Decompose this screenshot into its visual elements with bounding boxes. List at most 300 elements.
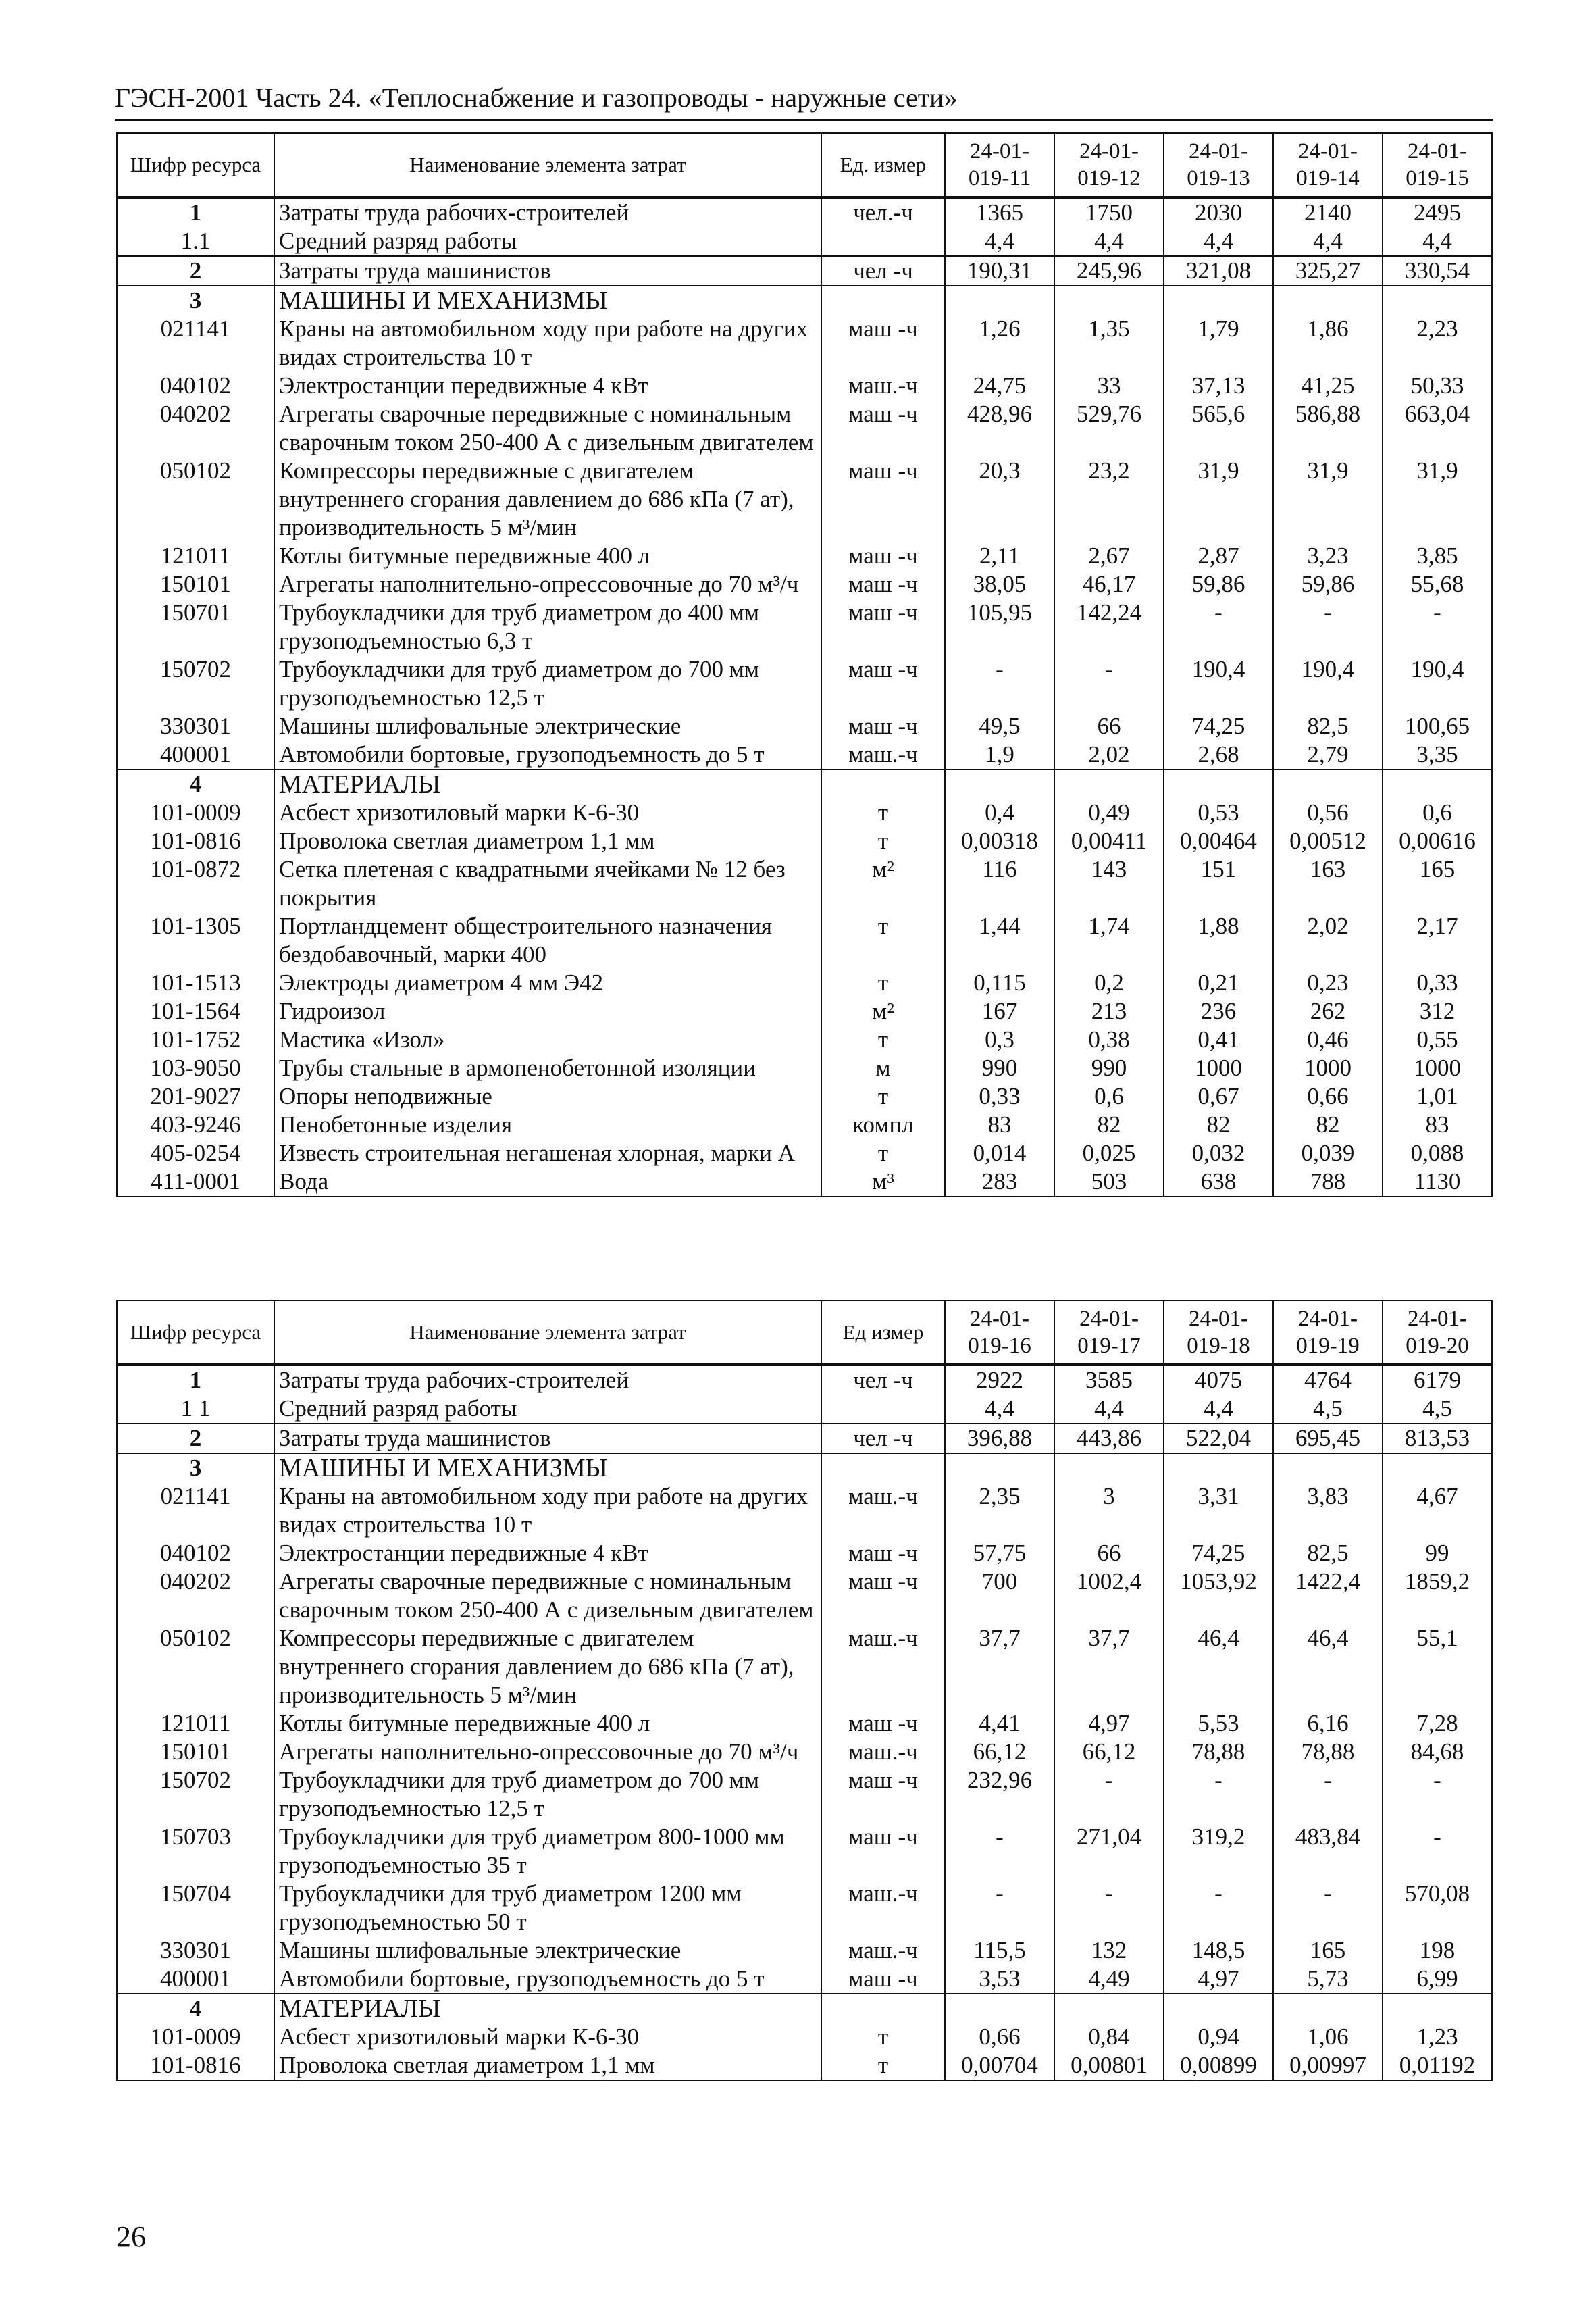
norm-value: 105,95 [945, 599, 1054, 655]
norm-value: 1,35 [1054, 315, 1164, 372]
norm-value [1054, 286, 1164, 315]
resource-code: 4 [117, 770, 274, 799]
norm-value: 2,02 [1054, 740, 1164, 770]
resource-name: Пенобетонные изделия [274, 1111, 821, 1139]
resource-code: 201-9027 [117, 1082, 274, 1111]
page-header-title: ГЭСН-2001 Часть 24. «Теплоснабжение и газопроводы - наружные сети» [115, 82, 958, 113]
page-header [115, 82, 1493, 121]
header-col-1: 24-01- 019-16 [945, 1301, 1054, 1365]
norm-value: 1,23 [1383, 2023, 1492, 2051]
resource-name: Электроды диаметром 4 мм Э42 [274, 969, 821, 997]
table-row [117, 1054, 1492, 1082]
resource-code: 3 [117, 1453, 274, 1482]
norm-value: 1,9 [945, 740, 1054, 770]
norm-value: 3,83 [1273, 1482, 1383, 1539]
norm-value: 1000 [1273, 1054, 1383, 1082]
unit [821, 770, 945, 799]
norm-value: 0,53 [1164, 799, 1273, 827]
table-row [117, 570, 1492, 599]
table-row [117, 855, 1492, 912]
norm-value: 4,4 [945, 1394, 1054, 1424]
resource-code: 4 [117, 1994, 274, 2023]
norm-value: 330,54 [1383, 256, 1492, 286]
norm-value: 143 [1054, 855, 1164, 912]
norm-value: 1,88 [1164, 912, 1273, 969]
norm-value: 78,88 [1164, 1738, 1273, 1766]
norm-value: 167 [945, 997, 1054, 1026]
norm-value: 0,039 [1273, 1139, 1383, 1167]
norm-value [1054, 1994, 1164, 2023]
norm-value: 4,97 [1054, 1709, 1164, 1738]
table-row [117, 1567, 1492, 1624]
norm-value: 66,12 [945, 1738, 1054, 1766]
norm-value: 4,4 [1273, 227, 1383, 256]
resource-name: Средний разряд работы [274, 227, 821, 256]
norm-value: 2,11 [945, 542, 1054, 570]
header-col-3: 24-01- 019-13 [1164, 133, 1273, 197]
table-row [117, 372, 1492, 400]
norm-value: 37,7 [945, 1624, 1054, 1709]
norm-value: 24,75 [945, 372, 1054, 400]
unit: м² [821, 855, 945, 912]
norm-value: 198 [1383, 1936, 1492, 1965]
norm-value: 2,68 [1164, 740, 1273, 770]
norm-value: 321,08 [1164, 256, 1273, 286]
norm-value: 116 [945, 855, 1054, 912]
norm-value: 0,00899 [1164, 2051, 1273, 2080]
norm-value: 0,00997 [1273, 2051, 1383, 2080]
header-col-1: 24-01- 019-11 [945, 133, 1054, 197]
table-row [117, 1738, 1492, 1766]
norm-value: 37,13 [1164, 372, 1273, 400]
table-row [117, 827, 1492, 855]
norm-value: 0,4 [945, 799, 1054, 827]
unit: маш -ч [821, 457, 945, 542]
resource-name: Автомобили бортовые, грузоподъемность до 5 т [274, 740, 821, 770]
unit: маш.-ч [821, 1936, 945, 1965]
norm-value [1273, 1453, 1383, 1482]
resource-code: 150702 [117, 1766, 274, 1823]
resource-code: 403-9246 [117, 1111, 274, 1139]
resource-code: 3 [117, 286, 274, 315]
resource-code: 040102 [117, 1539, 274, 1567]
norm-value: 23,2 [1054, 457, 1164, 542]
table-row [117, 655, 1492, 712]
norm-value: 151 [1164, 855, 1273, 912]
resource-name: Краны на автомобильном ходу при работе на других видах строительства 10 т [274, 315, 821, 372]
resource-name: Опоры неподвижные [274, 1082, 821, 1111]
norm-value: 38,05 [945, 570, 1054, 599]
norm-value: 4,4 [1164, 227, 1273, 256]
norm-value: 990 [1054, 1054, 1164, 1082]
unit: м² [821, 997, 945, 1026]
resource-code: 101-1564 [117, 997, 274, 1026]
table-row [117, 1167, 1492, 1197]
norm-value [1383, 1994, 1492, 2023]
norm-value: 4,4 [1383, 227, 1492, 256]
norm-value: 1002,4 [1054, 1567, 1164, 1624]
resource-code: 1 [117, 197, 274, 227]
norm-value: 6,16 [1273, 1709, 1383, 1738]
norm-value [1383, 770, 1492, 799]
unit: маш.-ч [821, 740, 945, 770]
resource-name: Мастика «Изол» [274, 1026, 821, 1054]
norm-value: 0,014 [945, 1139, 1054, 1167]
norm-value: 1859,2 [1383, 1567, 1492, 1624]
section-title: МАТЕРИАЛЫ [274, 770, 821, 799]
unit: маш -ч [821, 542, 945, 570]
norm-value: 236 [1164, 997, 1273, 1026]
header-col-3: 24-01- 019-18 [1164, 1301, 1273, 1365]
norm-value: 0,00464 [1164, 827, 1273, 855]
norm-value: 7,28 [1383, 1709, 1492, 1738]
norm-value: - [1273, 599, 1383, 655]
resource-code: 040202 [117, 400, 274, 457]
norm-value: 4,49 [1054, 1965, 1164, 1994]
norm-value: - [1164, 1880, 1273, 1936]
header-col-2: 24-01- 019-17 [1054, 1301, 1164, 1365]
norm-value: 788 [1273, 1167, 1383, 1197]
norm-value: 0,00411 [1054, 827, 1164, 855]
table-row [117, 740, 1492, 770]
norm-value: 83 [945, 1111, 1054, 1139]
resource-code: 040102 [117, 372, 274, 400]
norm-value [1273, 770, 1383, 799]
norm-value: 59,86 [1164, 570, 1273, 599]
norm-value: 0,84 [1054, 2023, 1164, 2051]
resource-code: 021141 [117, 1482, 274, 1539]
norm-value: 4,41 [945, 1709, 1054, 1738]
norm-value: 31,9 [1273, 457, 1383, 542]
unit: маш -ч [821, 570, 945, 599]
unit: т [821, 1082, 945, 1111]
norm-value: 2922 [945, 1365, 1054, 1394]
norm-value: 31,9 [1164, 457, 1273, 542]
resource-name: Асбест хризотиловый марки К-6-30 [274, 799, 821, 827]
resource-name: Компрессоры передвижные с двигателем внутреннего сгорания давлением до 686 кПа (7 ат), производительность 5 м³/мин [274, 1624, 821, 1709]
unit: т [821, 799, 945, 827]
resource-name: Агрегаты сварочные передвижные с номинальным сварочным током 250-400 А с дизельным двигателем [274, 1567, 821, 1624]
norm-value: 0,6 [1054, 1082, 1164, 1111]
norm-value: 0,025 [1054, 1139, 1164, 1167]
unit: маш -ч [821, 1823, 945, 1880]
norm-value: 2,87 [1164, 542, 1273, 570]
table-row [117, 1823, 1492, 1880]
norm-value: 213 [1054, 997, 1164, 1026]
norm-value: 0,38 [1054, 1026, 1164, 1054]
norm-value: 0,00616 [1383, 827, 1492, 855]
norm-value: 4,4 [1054, 227, 1164, 256]
norm-value: - [1054, 1880, 1164, 1936]
unit [821, 227, 945, 256]
norm-value: 99 [1383, 1539, 1492, 1567]
header-col-4: 24-01- 019-14 [1273, 133, 1383, 197]
norm-value: 2495 [1383, 197, 1492, 227]
norm-value: 2,35 [945, 1482, 1054, 1539]
unit: маш.-ч [821, 372, 945, 400]
resource-name: Трубы стальные в армопенобетонной изоляции [274, 1054, 821, 1082]
norm-value [1383, 1453, 1492, 1482]
resource-name: Проволока светлая диаметром 1,1 мм [274, 2051, 821, 2080]
norm-value [1164, 1994, 1273, 2023]
resource-name: Затраты труда машинистов [274, 256, 821, 286]
resource-code: 411-0001 [117, 1167, 274, 1197]
table-row [117, 1453, 1492, 1482]
norm-value: 165 [1383, 855, 1492, 912]
unit [821, 1994, 945, 2023]
resource-code: 330301 [117, 712, 274, 740]
table-row [117, 712, 1492, 740]
norm-value: 0,94 [1164, 2023, 1273, 2051]
unit: маш -ч [821, 712, 945, 740]
norm-value: 5,73 [1273, 1965, 1383, 1994]
unit: м [821, 1054, 945, 1082]
norm-value [945, 1994, 1054, 2023]
norm-value [1164, 770, 1273, 799]
norm-value: 0,00801 [1054, 2051, 1164, 2080]
norm-value: - [1164, 599, 1273, 655]
resource-code: 021141 [117, 315, 274, 372]
table-row [117, 1365, 1492, 1394]
unit: м³ [821, 1167, 945, 1197]
norm-value: 1422,4 [1273, 1567, 1383, 1624]
norm-value: 142,24 [1054, 599, 1164, 655]
norm-value: 46,4 [1164, 1624, 1273, 1709]
table-body [117, 197, 1492, 1197]
norm-value: 1000 [1383, 1054, 1492, 1082]
resource-code: 040202 [117, 1567, 274, 1624]
norm-value: - [945, 1823, 1054, 1880]
table-row [117, 197, 1492, 227]
norm-value [1054, 770, 1164, 799]
norm-value: 1750 [1054, 197, 1164, 227]
norm-value: - [1273, 1766, 1383, 1823]
resource-name: Сетка плетеная с квадратными ячейками № 12 без покрытия [274, 855, 821, 912]
norm-value: 0,67 [1164, 1082, 1273, 1111]
unit: чел -ч [821, 256, 945, 286]
norm-value: 232,96 [945, 1766, 1054, 1823]
resource-code: 101-1752 [117, 1026, 274, 1054]
table-row [117, 1082, 1492, 1111]
norm-value: 83 [1383, 1111, 1492, 1139]
norm-value: 271,04 [1054, 1823, 1164, 1880]
unit: маш -ч [821, 400, 945, 457]
norm-value: - [1054, 655, 1164, 712]
norm-value: 41,25 [1273, 372, 1383, 400]
header-col-5: 24-01- 019-15 [1383, 133, 1492, 197]
unit: чел.-ч [821, 197, 945, 227]
unit: маш.-ч [821, 1738, 945, 1766]
norm-value: - [1383, 599, 1492, 655]
resource-name: Трубоукладчики для труб диаметром 800-1000 мм грузоподъемностью 35 т [274, 1823, 821, 1880]
norm-value: 3,23 [1273, 542, 1383, 570]
norm-value: 428,96 [945, 400, 1054, 457]
norm-value: 82 [1054, 1111, 1164, 1139]
norm-value: 503 [1054, 1167, 1164, 1197]
resource-code: 1 [117, 1365, 274, 1394]
norm-value: 3,53 [945, 1965, 1054, 1994]
norm-value: 4764 [1273, 1365, 1383, 1394]
table-row [117, 2023, 1492, 2051]
header-code: Шифр ресурса [117, 1301, 274, 1365]
unit: маш -ч [821, 599, 945, 655]
resource-name: Краны на автомобильном ходу при работе на других видах строительства 10 т [274, 1482, 821, 1539]
norm-value: 570,08 [1383, 1880, 1492, 1936]
norm-value: 0,33 [945, 1082, 1054, 1111]
unit: чел -ч [821, 1424, 945, 1453]
resource-name: Агрегаты наполнительно-опрессовочные до 70 м³/ч [274, 570, 821, 599]
norm-value: 2,23 [1383, 315, 1492, 372]
resource-name: Компрессоры передвижные с двигателем внутреннего сгорания давлением до 686 кПа (7 ат), производительность 5 м³/мин [274, 457, 821, 542]
resource-code: 101-0009 [117, 2023, 274, 2051]
resource-name: Трубоукладчики для труб диаметром до 700 мм грузоподъемностью 12,5 т [274, 1766, 821, 1823]
norm-value: 0,56 [1273, 799, 1383, 827]
header-unit: Ед. измер [821, 133, 945, 197]
unit: компл [821, 1111, 945, 1139]
norm-value: 0,01192 [1383, 2051, 1492, 2080]
table-row [117, 1880, 1492, 1936]
resource-code: 150101 [117, 570, 274, 599]
unit: маш -ч [821, 1567, 945, 1624]
norm-value: 0,46 [1273, 1026, 1383, 1054]
norm-value: 5,53 [1164, 1709, 1273, 1738]
norm-value: 59,86 [1273, 570, 1383, 599]
norm-value: 2,17 [1383, 912, 1492, 969]
norm-value: 663,04 [1383, 400, 1492, 457]
norm-value: 990 [945, 1054, 1054, 1082]
norm-value: 262 [1273, 997, 1383, 1026]
header-col-4: 24-01- 019-19 [1273, 1301, 1383, 1365]
table-row [117, 599, 1492, 655]
norm-value: 1,79 [1164, 315, 1273, 372]
norm-value: 4,5 [1273, 1394, 1383, 1424]
resource-name: Затраты труда машинистов [274, 1424, 821, 1453]
norm-value: 3,31 [1164, 1482, 1273, 1539]
table-row [117, 1994, 1492, 2023]
norm-value: 0,66 [1273, 1082, 1383, 1111]
norm-value: 82,5 [1273, 712, 1383, 740]
norm-value: 4075 [1164, 1365, 1273, 1394]
norm-value: - [1273, 1880, 1383, 1936]
table-row [117, 1965, 1492, 1994]
norm-value: 66,12 [1054, 1738, 1164, 1766]
norm-value: 190,31 [945, 256, 1054, 286]
resource-code: 050102 [117, 1624, 274, 1709]
unit: т [821, 2051, 945, 2080]
norm-value: 3,35 [1383, 740, 1492, 770]
norm-value: 165 [1273, 1936, 1383, 1965]
norm-value: 312 [1383, 997, 1492, 1026]
norm-value: 190,4 [1273, 655, 1383, 712]
resource-name: Машины шлифовальные электрические [274, 1936, 821, 1965]
resource-code: 121011 [117, 1709, 274, 1738]
norm-value: 78,88 [1273, 1738, 1383, 1766]
norm-value: 37,7 [1054, 1624, 1164, 1709]
table-row [117, 1766, 1492, 1823]
norm-value: 2030 [1164, 197, 1273, 227]
norm-value: 396,88 [945, 1424, 1054, 1453]
unit [821, 286, 945, 315]
table-row [117, 542, 1492, 570]
unit: т [821, 969, 945, 997]
resource-name: Агрегаты наполнительно-опрессовочные до 70 м³/ч [274, 1738, 821, 1766]
norm-value: 55,68 [1383, 570, 1492, 599]
norm-value: 2,02 [1273, 912, 1383, 969]
norm-value: 586,88 [1273, 400, 1383, 457]
norm-value: 82 [1164, 1111, 1273, 1139]
resource-code: 101-0816 [117, 2051, 274, 2080]
norm-value: 0,49 [1054, 799, 1164, 827]
resource-code: 1.1 [117, 227, 274, 256]
norm-value: 66 [1054, 712, 1164, 740]
norm-value: 522,04 [1164, 1424, 1273, 1453]
resource-code: 150704 [117, 1880, 274, 1936]
unit: маш -ч [821, 1766, 945, 1823]
resource-name: Электростанции передвижные 4 кВт [274, 1539, 821, 1567]
norm-value: - [945, 1880, 1054, 1936]
table-row [117, 1936, 1492, 1965]
header-col-5: 24-01- 019-20 [1383, 1301, 1492, 1365]
norm-value: 66 [1054, 1539, 1164, 1567]
resource-code: 150101 [117, 1738, 274, 1766]
norm-value: 4,67 [1383, 1482, 1492, 1539]
resource-name: Машины шлифовальные электрические [274, 712, 821, 740]
resource-name: Трубоукладчики для труб диаметром 1200 мм грузоподъемностью 50 т [274, 1880, 821, 1936]
norm-value [1383, 286, 1492, 315]
norm-value: 115,5 [945, 1936, 1054, 1965]
norm-value: 190,4 [1383, 655, 1492, 712]
norm-value: 49,5 [945, 712, 1054, 740]
table-row [117, 799, 1492, 827]
table-row [117, 1709, 1492, 1738]
norm-value: 0,55 [1383, 1026, 1492, 1054]
norm-value: 82,5 [1273, 1539, 1383, 1567]
unit: маш -ч [821, 315, 945, 372]
resource-code: 330301 [117, 1936, 274, 1965]
header-name: Наименование элемента затрат [274, 1301, 821, 1365]
resource-name: Автомобили бортовые, грузоподъемность до 5 т [274, 1965, 821, 1994]
norm-value: 132 [1054, 1936, 1164, 1965]
norm-value: 4,4 [945, 227, 1054, 256]
norm-value: 0,3 [945, 1026, 1054, 1054]
norm-value: 0,00704 [945, 2051, 1054, 2080]
norm-value: 2,67 [1054, 542, 1164, 570]
norm-value: 1,86 [1273, 315, 1383, 372]
norm-value [945, 770, 1054, 799]
table-row [117, 912, 1492, 969]
norm-value: 0,2 [1054, 969, 1164, 997]
header-code: Шифр ресурса [117, 133, 274, 197]
norm-value: - [1054, 1766, 1164, 1823]
resource-code: 1 1 [117, 1394, 274, 1424]
unit: маш.-ч [821, 1624, 945, 1709]
unit: маш -ч [821, 1709, 945, 1738]
section-title: МАШИНЫ И МЕХАНИЗМЫ [274, 1453, 821, 1482]
table-row [117, 227, 1492, 256]
table-body [117, 1365, 1492, 2080]
table-row [117, 1111, 1492, 1139]
unit: маш.-ч [821, 1880, 945, 1936]
norm-value: 1,26 [945, 315, 1054, 372]
norm-value: 3585 [1054, 1365, 1164, 1394]
norm-value [1164, 286, 1273, 315]
resource-code: 101-0872 [117, 855, 274, 912]
norm-value: 443,86 [1054, 1424, 1164, 1453]
table-row [117, 997, 1492, 1026]
norm-value: 283 [945, 1167, 1054, 1197]
norm-value: 1,06 [1273, 2023, 1383, 2051]
unit: маш -ч [821, 1539, 945, 1567]
